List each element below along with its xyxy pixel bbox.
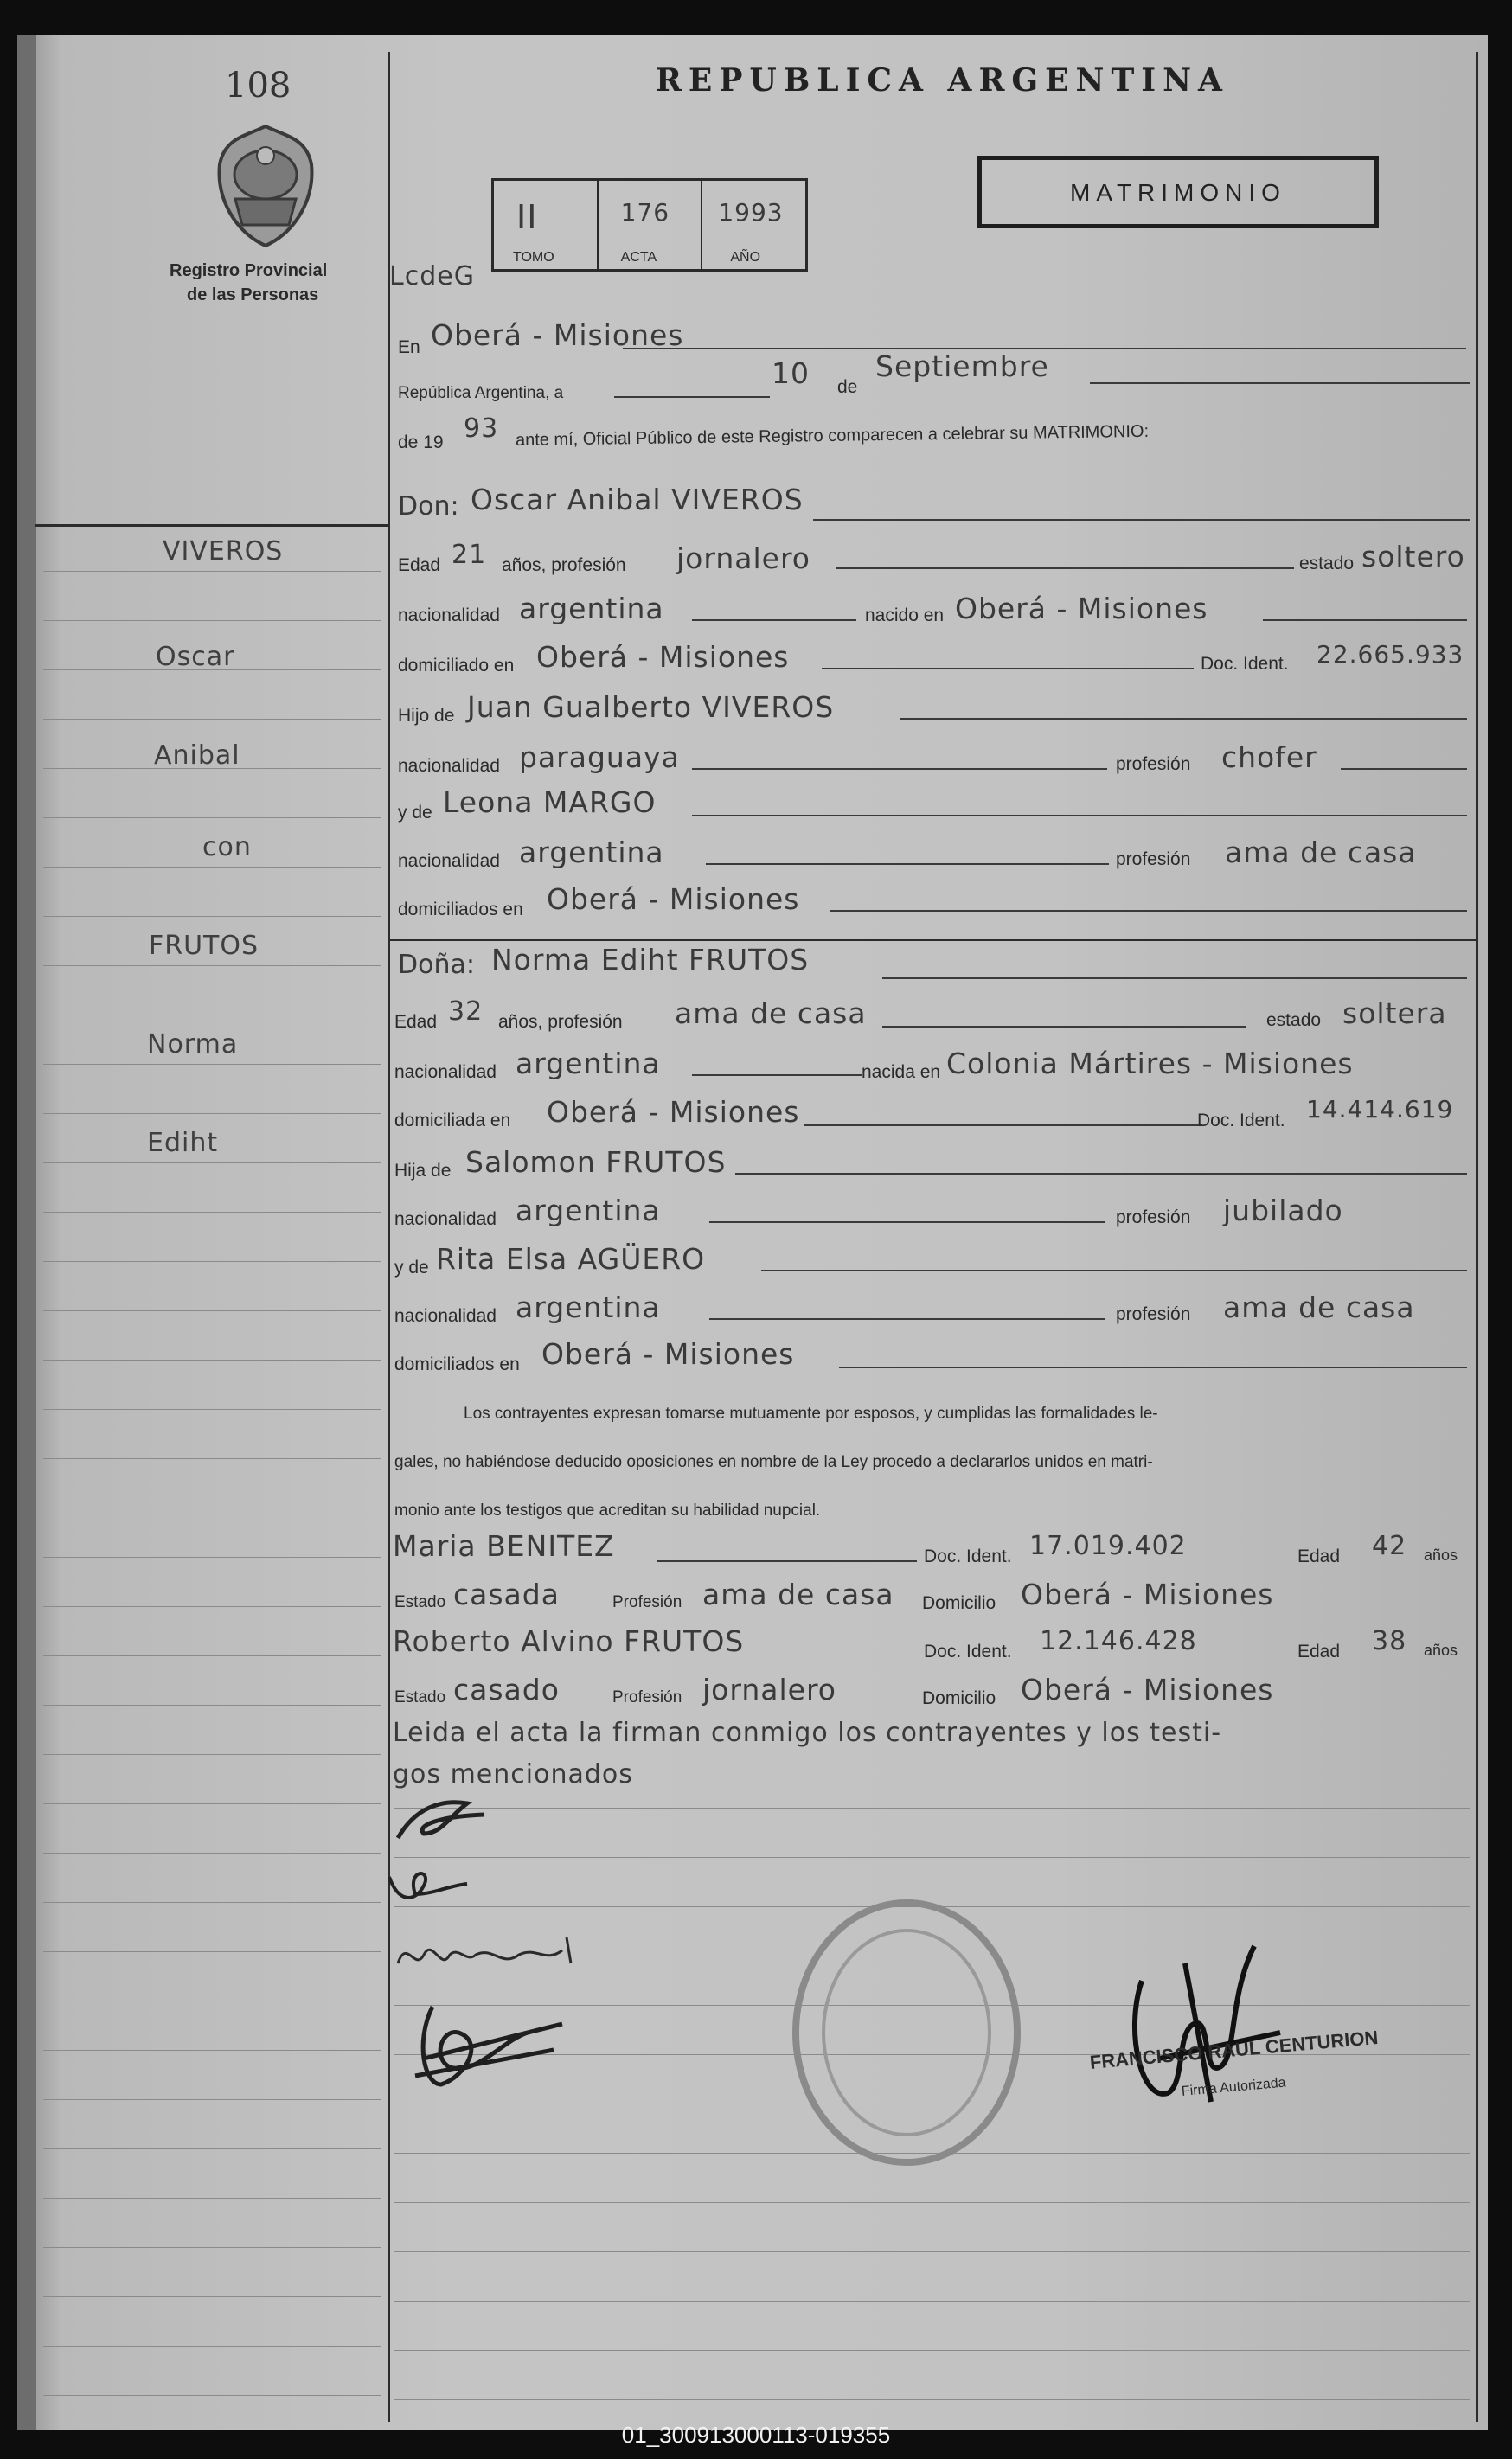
de-label: de [837, 377, 858, 397]
groom-birthplace-line [1263, 619, 1467, 621]
groom-hijo-label: Hijo de [398, 706, 455, 726]
tomo-label: TOMO [513, 250, 554, 265]
groom-mother-nat-label: nacionalidad [398, 851, 500, 871]
groom-birthplace: Oberá - Misiones [955, 592, 1208, 625]
marriage-day: 10 [772, 356, 810, 390]
witness1-age: 42 [1372, 1531, 1407, 1561]
witness1-domicilio-label: Domicilio [922, 1593, 996, 1613]
witness1-estado-label: Estado [394, 1593, 446, 1611]
official-title: Firma Autorizada [1181, 2075, 1287, 2099]
page-number: 108 [225, 66, 292, 106]
witness1-name-line [657, 1560, 917, 1562]
bride-profession: ama de casa [675, 996, 867, 1030]
bride-nacida-label: nacida en [862, 1062, 941, 1082]
official-stamp [785, 1894, 1028, 2171]
groom-mother-nationality-line [706, 863, 1109, 865]
margin-name-ediht: Ediht [147, 1128, 219, 1158]
groom-name: Oscar Anibal VIVEROS [471, 483, 804, 516]
republica-label: República Argentina, a [398, 384, 564, 402]
witness2-estado-label: Estado [394, 1688, 446, 1707]
groom-doc-label: Doc. Ident. [1201, 654, 1289, 674]
registry-name-line1: Registro Provincial [170, 261, 328, 280]
margin-ruled-line [43, 2050, 381, 2051]
margin-ruled-line [43, 1261, 381, 1262]
groom-father-prof-label: profesión [1116, 754, 1191, 774]
groom-domicile-line [822, 668, 1194, 669]
witness1-edad-label: Edad [1297, 1546, 1341, 1566]
margin-ruled-line [43, 2247, 381, 2248]
witness2-profesion-label: Profesión [612, 1688, 682, 1707]
margin-name-oscar: Oscar [156, 642, 235, 672]
bride-profession-line [882, 1026, 1246, 1028]
bride-parents-domicile-line [839, 1367, 1467, 1368]
margin-ruled-line [43, 1754, 381, 1755]
margin-surname-groom: VIVEROS [163, 536, 284, 567]
margin-ruled-line [43, 2346, 381, 2347]
bride-mother-prof-label: profesión [1116, 1304, 1191, 1324]
margin-ruled-line [43, 867, 381, 868]
witness1-name: Maria BENITEZ [393, 1529, 615, 1563]
body-ruled-line [394, 2399, 1470, 2400]
groom-nacionalidad-label: nacionalidad [398, 605, 500, 625]
margin-ruled-line [43, 817, 381, 818]
witness2-domicilio-label: Domicilio [922, 1688, 996, 1708]
groom-parents-domicile-line [830, 910, 1467, 912]
groom-nationality-line [692, 619, 856, 621]
groom-father-line [900, 718, 1467, 720]
margin-ruled-line [43, 916, 381, 917]
margin-ruled-line [43, 2148, 381, 2149]
body-ruled-line [394, 2301, 1470, 2302]
margin-divider [388, 52, 390, 2422]
witness1-anos-label: años [1424, 1546, 1458, 1564]
margin-ruled-line [43, 1951, 381, 1952]
groom-edad-label: Edad [398, 555, 441, 575]
margin-name-norma: Norma [147, 1029, 239, 1060]
margin-ruled-line [43, 1705, 381, 1706]
margin-ruled-line [43, 1113, 381, 1114]
margin-ruled-line [43, 1162, 381, 1163]
margin-ruled-line [43, 2198, 381, 2199]
signature-groom [389, 1790, 510, 1851]
groom-nationality: argentina [519, 592, 664, 625]
margin-ruled-line [43, 1064, 381, 1065]
acta-label: ACTA [620, 250, 657, 265]
groom-anos-profesion-label: años, profesión [502, 555, 626, 575]
groom-parents-dom-label: domiciliados en [398, 900, 523, 919]
margin-ruled-line [43, 719, 381, 720]
margin-ruled-line [43, 620, 381, 621]
body-ruled-line [394, 2202, 1470, 2203]
margin-conjunction: con [202, 832, 252, 862]
bride-yde-label: y de [394, 1258, 429, 1278]
bride-prefix: Doña: [398, 950, 475, 980]
margin-ruled-line [43, 2099, 381, 2100]
groom-father-profession: chofer [1221, 740, 1317, 774]
groom-age: 21 [452, 540, 487, 570]
bride-nationality: argentina [516, 1047, 661, 1080]
marriage-place: Oberá - Misiones [431, 318, 684, 352]
declaration-line1: Los contrayentes expresan tomarse mutuamente por esposos, y cumplidas las formalidades le- [464, 1405, 1158, 1423]
witness2-age: 38 [1372, 1626, 1407, 1656]
witness1-profesion-label: Profesión [612, 1593, 682, 1611]
margin-ruled-line [43, 1606, 381, 1607]
groom-parents-domicile: Oberá - Misiones [547, 882, 800, 916]
margin-code: LcdeG [389, 261, 475, 291]
witness2-doc: 12.146.428 [1040, 1626, 1197, 1656]
act-type-box [977, 156, 1379, 228]
bride-father-line [735, 1173, 1467, 1175]
groom-name-line [813, 519, 1470, 521]
witness1-profession: ama de casa [702, 1578, 894, 1611]
register-page [17, 35, 1488, 2430]
margin-header-divider [35, 524, 388, 527]
body-ruled-line [394, 2350, 1470, 2351]
bride-name: Norma Ediht FRUTOS [491, 943, 810, 977]
bride-mother-nat-label: nacionalidad [394, 1306, 497, 1326]
ano-label: AÑO [730, 250, 761, 265]
bride-mother-line [761, 1270, 1467, 1271]
bride-nationality-line [692, 1074, 862, 1076]
margin-ruled-line [43, 1803, 381, 1804]
signature-witness2 [398, 1989, 571, 2102]
bride-edad-label: Edad [394, 1012, 438, 1032]
section-divider [389, 939, 1476, 941]
groom-mother-profession: ama de casa [1225, 836, 1417, 869]
groom-profession: jornalero [676, 541, 810, 575]
witness1-doc-label: Doc. Ident. [924, 1546, 1012, 1566]
margin-ruled-line [43, 2395, 381, 2396]
acta-box [491, 178, 808, 272]
body-ruled-line [394, 2251, 1470, 2252]
groom-domicile: Oberá - Misiones [536, 640, 790, 674]
groom-mother: Leona MARGO [443, 785, 657, 819]
signature-bride [381, 1860, 484, 1911]
witness2-estado: casado [453, 1673, 560, 1707]
witness2-name: Roberto Alvino FRUTOS [393, 1624, 745, 1658]
witness1-estado: casada [453, 1578, 560, 1611]
margin-ruled-line [43, 1212, 381, 1213]
margin-ruled-line [43, 2296, 381, 2297]
witness2-anos-label: años [1424, 1642, 1458, 1659]
tomo-value: II [516, 198, 538, 236]
margin-ruled-line [43, 571, 381, 572]
acta-value: 176 [620, 198, 670, 227]
closing-line1: Leida el acta la firman conmigo los contrayentes y los testi- [393, 1718, 1222, 1748]
groom-nacido-label: nacido en [865, 605, 945, 625]
margin-surname-bride: FRUTOS [149, 931, 259, 961]
bride-mother-nationality: argentina [516, 1290, 661, 1324]
bride-hija-label: Hija de [394, 1161, 452, 1181]
body-ruled-line [394, 1808, 1470, 1809]
bride-father-nationality: argentina [516, 1194, 661, 1227]
official-name: FRANCISCO RAUL CENTURION [1088, 2026, 1380, 2073]
bride-age: 32 [448, 996, 484, 1027]
groom-father-nationality: paraguaya [519, 740, 680, 774]
bride-father-profession: jubilado [1223, 1194, 1343, 1227]
bride-doc: 14.414.619 [1306, 1095, 1454, 1124]
margin-ruled-line [43, 1853, 381, 1854]
marriage-year-suffix: 93 [464, 413, 499, 444]
groom-father-nationality-line [692, 768, 1107, 770]
month-line [1090, 382, 1470, 384]
groom-estado: soltero [1361, 540, 1465, 573]
margin-ruled-line [43, 1458, 381, 1459]
bride-mother: Rita Elsa AGÜERO [436, 1242, 706, 1276]
signature-witness1 [389, 1920, 605, 1989]
bride-mother-profession: ama de casa [1223, 1290, 1415, 1324]
bride-father-nat-label: nacionalidad [394, 1209, 497, 1229]
ano-value: 1993 [718, 198, 784, 227]
witness2-domicile: Oberá - Misiones [1021, 1673, 1274, 1707]
witness1-domicile: Oberá - Misiones [1021, 1578, 1274, 1611]
bride-parents-dom-label: domiciliados en [394, 1354, 520, 1374]
bride-doc-label: Doc. Ident. [1197, 1111, 1285, 1130]
groom-doc: 22.665.933 [1317, 640, 1464, 669]
witness2-doc-label: Doc. Ident. [924, 1642, 1012, 1662]
margin-ruled-line [43, 965, 381, 966]
groom-father: Juan Gualberto VIVEROS [467, 690, 835, 724]
bride-nacionalidad-label: nacionalidad [394, 1062, 497, 1082]
body-ruled-line [394, 1857, 1470, 1858]
margin-ruled-line [43, 1655, 381, 1656]
witness1-doc: 17.019.402 [1029, 1531, 1187, 1561]
bride-name-line [882, 977, 1467, 979]
day-line [614, 396, 770, 398]
bride-mother-nationality-line [709, 1318, 1105, 1320]
margin-ruled-line [43, 1360, 381, 1361]
bride-anos-profesion-label: años, profesión [498, 1012, 623, 1032]
bride-domicile: Oberá - Misiones [547, 1095, 800, 1129]
closing-line2: gos mencionados [393, 1759, 633, 1790]
country-title: REPUBLICA ARGENTINA [656, 62, 1229, 99]
groom-domiciliado-label: domiciliado en [398, 656, 515, 676]
groom-estado-label: estado [1299, 554, 1355, 573]
witness2-profession: jornalero [702, 1673, 836, 1707]
margin-ruled-line [43, 1557, 381, 1558]
bride-domiciliada-label: domiciliada en [394, 1111, 511, 1130]
document-id-footer: 01_300913000113-019355 [621, 2422, 891, 2448]
book-binding [17, 35, 36, 2430]
declaration-line3: monio ante los testigos que acreditan su habilidad nupcial. [394, 1502, 821, 1520]
bride-birthplace: Colonia Mártires - Misiones [946, 1047, 1354, 1080]
groom-mother-prof-label: profesión [1116, 849, 1191, 869]
bride-domicile-line [804, 1124, 1202, 1126]
margin-ruled-line [43, 1902, 381, 1903]
margin-ruled-line [43, 1310, 381, 1311]
coat-of-arms-seal [209, 121, 322, 251]
witness2-edad-label: Edad [1297, 1642, 1341, 1662]
groom-father-nat-label: nacionalidad [398, 756, 500, 776]
registry-name-line2: de las Personas [187, 285, 319, 304]
en-label: En [398, 337, 420, 357]
margin-ruled-line [43, 1409, 381, 1410]
bride-parents-domicile: Oberá - Misiones [541, 1337, 795, 1371]
bride-estado-label: estado [1266, 1010, 1322, 1030]
right-border [1476, 52, 1478, 2422]
groom-profession-line [836, 567, 1294, 569]
bride-father: Salomon FRUTOS [465, 1145, 727, 1179]
groom-mother-line [692, 815, 1467, 816]
groom-father-profession-line [1341, 768, 1467, 770]
bride-father-nationality-line [709, 1221, 1105, 1223]
groom-yde-label: y de [398, 803, 432, 823]
declaration-line2: gales, no habiéndose deducido oposiciones en nombre de la Ley procedo a declararlos unidos en matri- [394, 1453, 1153, 1471]
intro-text: ante mí, Oficial Público de este Registro comparecen a celebrar su MATRIMONIO: [515, 421, 1150, 450]
marriage-month: Septiembre [875, 349, 1049, 383]
bride-father-prof-label: profesión [1116, 1207, 1191, 1227]
groom-prefix: Don: [398, 491, 459, 522]
bride-estado: soltera [1342, 996, 1447, 1030]
year-prefix-label: de 19 [398, 432, 444, 452]
margin-name-anibal: Anibal [154, 740, 240, 771]
act-type-label: MATRIMONIO [1070, 179, 1286, 206]
groom-mother-nationality: argentina [519, 836, 664, 869]
